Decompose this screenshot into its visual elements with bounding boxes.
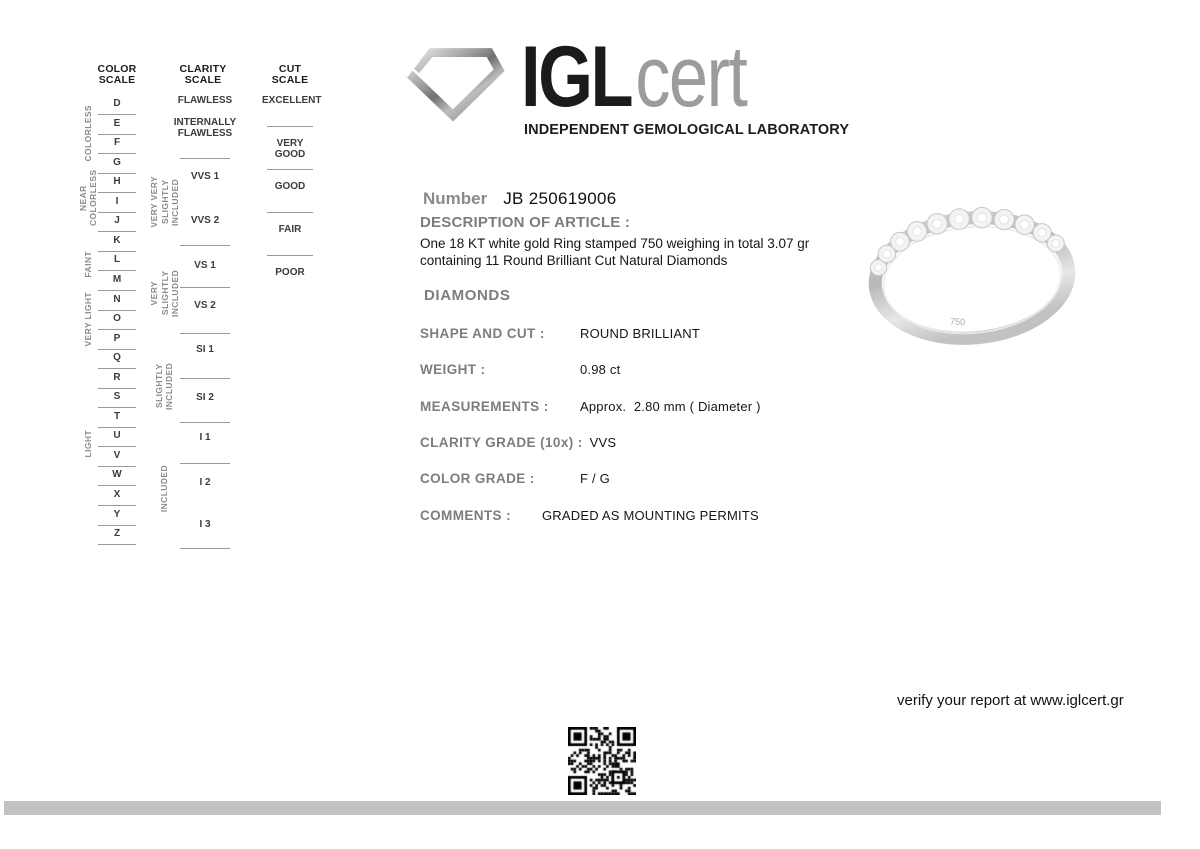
- clarity-grade-item: I 1: [199, 432, 211, 443]
- field-value: F / G: [580, 471, 610, 486]
- diamond-stone-highlight: [932, 219, 942, 229]
- color-grade-letter: F: [98, 135, 136, 154]
- color-group-label: [80, 106, 96, 160]
- diamond-stone-highlight: [875, 264, 883, 272]
- color-grade-letter: T: [98, 409, 136, 428]
- bottom-gray-bar: [4, 801, 1161, 815]
- clarity-grade-item: I 3: [199, 519, 211, 530]
- clarity-grade-item: SI 2: [196, 392, 214, 403]
- color-group-text: VERY LIGHT: [83, 291, 93, 347]
- clarity-group-text: INCLUDED: [159, 465, 169, 513]
- color-grade-letter: Y: [98, 507, 136, 526]
- report-number-label: Number: [423, 189, 488, 208]
- color-group-label: [80, 247, 96, 281]
- description-line: One 18 KT white gold Ring stamped 750 weighing in total 3.07 gr: [420, 236, 810, 251]
- clarity-grade-item: VS 1: [194, 260, 216, 271]
- field-weight: [420, 362, 620, 377]
- cut-grade-item: FAIR: [278, 224, 302, 235]
- clarity-scale-title: CLARITY SCALE: [179, 63, 227, 86]
- color-grade-letter: U: [98, 428, 136, 447]
- color-grade-letter: P: [98, 331, 136, 350]
- field-value: 0.98 ct: [580, 362, 621, 377]
- cut-scale-title: CUT SCALE: [271, 63, 309, 86]
- color-grade-letter: D: [98, 96, 136, 115]
- diamonds-section-title: DIAMONDS: [424, 287, 511, 304]
- clarity-grade-item: I 2: [199, 477, 211, 488]
- color-group-label: [80, 164, 96, 232]
- clarity-group-label: [153, 344, 175, 428]
- ring-photo: [860, 186, 1088, 354]
- color-grade-letter: Q: [98, 350, 136, 369]
- diamond-stone-highlight: [999, 215, 1009, 225]
- color-grade-letter: L: [98, 252, 136, 271]
- color-scale-title: COLOR SCALE: [97, 63, 137, 86]
- cut-grade-item: POOR: [275, 267, 305, 278]
- color-group-label: [80, 419, 96, 469]
- color-group-text: NEAR COLORLESS: [78, 169, 98, 227]
- clarity-grade-item: INTERNALLY FLAWLESS: [173, 117, 237, 139]
- logo-igl-text: IGL: [521, 29, 632, 125]
- cut-grade-item: EXCELLENT: [262, 95, 322, 106]
- clarity-divider-line: [180, 548, 230, 549]
- field-value: ROUND BRILLIANT: [580, 326, 701, 341]
- field-value: GRADED AS MOUNTING PERMITS: [542, 508, 759, 523]
- field-label: COMMENTS :: [420, 508, 511, 523]
- color-grade-letter: S: [98, 389, 136, 408]
- field-clarity-grade: [420, 435, 616, 450]
- clarity-grade-item: VS 2: [194, 300, 216, 311]
- clarity-group-label: [148, 253, 180, 333]
- report-number-value: JB 250619006: [503, 189, 617, 208]
- field-value: Approx. 2.80 mm ( Diameter ): [580, 399, 761, 414]
- cut-grade-item: GOOD: [274, 181, 306, 192]
- diamond-stone-highlight: [1038, 228, 1047, 237]
- diamond-stone-highlight: [1052, 239, 1060, 247]
- clarity-grade-item: FLAWLESS: [177, 95, 233, 106]
- clarity-divider-line: [180, 378, 230, 379]
- color-grade-letter: R: [98, 370, 136, 389]
- clarity-group-text: VERY: [148, 280, 159, 306]
- clarity-divider-line: [180, 333, 230, 334]
- field-label: MEASUREMENTS :: [420, 399, 549, 414]
- clarity-group-label: [153, 461, 175, 517]
- field-comments: [420, 508, 759, 523]
- color-group-text: FAINT: [83, 250, 93, 278]
- description-text: [420, 235, 809, 269]
- color-grade-letter: N: [98, 292, 136, 311]
- color-grade-letter: W: [98, 467, 136, 486]
- field-label: SHAPE AND CUT :: [420, 326, 545, 341]
- color-group-label: [80, 287, 96, 351]
- diamond-stone-highlight: [912, 227, 922, 237]
- field-value: VVS: [589, 435, 617, 450]
- color-grade-letter: O: [98, 311, 136, 330]
- clarity-group-text: SLIGHTLY INCLUDED: [159, 178, 180, 226]
- diamond-stone-highlight: [895, 237, 904, 246]
- diamond-logo-icon: [398, 44, 506, 122]
- color-grade-letter: E: [98, 116, 136, 135]
- clarity-divider-line: [180, 422, 230, 423]
- field-measurements: [420, 399, 761, 414]
- diamond-stone-highlight: [954, 214, 964, 224]
- color-group-text: LIGHT: [83, 430, 93, 458]
- clarity-grade-item: SI 1: [196, 344, 214, 355]
- color-grade-letter: J: [98, 213, 136, 232]
- color-grade-letter: M: [98, 272, 136, 291]
- clarity-divider-line: [180, 158, 230, 159]
- diamond-stone-highlight: [883, 250, 892, 259]
- clarity-divider-line: [180, 463, 230, 464]
- diamond-stone-highlight: [977, 213, 987, 223]
- field-shape-and-cut: [420, 326, 700, 341]
- description-line: containing 11 Round Brilliant Cut Natural Diamonds: [420, 253, 728, 268]
- color-grade-letter: G: [98, 155, 136, 174]
- color-grade-letter: X: [98, 487, 136, 506]
- field-color-grade: [420, 471, 610, 486]
- color-group-text: COLORLESS: [83, 104, 93, 162]
- ring-stamp-text: 750: [949, 316, 966, 328]
- logo-cert-text: cert: [635, 29, 747, 125]
- color-grade-letter: K: [98, 233, 136, 252]
- color-grade-letter: Z: [98, 526, 136, 545]
- logo-subtitle: INDEPENDENT GEMOLOGICAL LABORATORY: [524, 122, 850, 138]
- verify-report-text: verify your report at www.iglcert.gr: [897, 692, 1124, 709]
- description-heading: DESCRIPTION OF ARTICLE :: [420, 214, 631, 231]
- diamond-stone-highlight: [1020, 220, 1029, 229]
- field-label: WEIGHT :: [420, 362, 486, 377]
- clarity-grade-item: VVS 2: [190, 215, 220, 226]
- cut-divider-line: [267, 255, 313, 256]
- clarity-divider-line: [180, 245, 230, 246]
- clarity-group-text: VERY VERY: [148, 176, 159, 228]
- clarity-grade-item: VVS 1: [190, 171, 220, 182]
- clarity-group-label: [148, 162, 180, 242]
- color-grade-letter: I: [98, 194, 136, 213]
- clarity-group-text: SLIGHTLY INCLUDED: [159, 269, 180, 317]
- qr-code: [568, 727, 636, 795]
- cut-grade-item: VERY GOOD: [274, 138, 306, 160]
- cut-divider-line: [267, 126, 313, 127]
- clarity-divider-line: [180, 287, 230, 288]
- field-label: COLOR GRADE :: [420, 471, 535, 486]
- logo-wordmark: [521, 29, 747, 125]
- clarity-group-text: SLIGHTLY INCLUDED: [154, 362, 174, 410]
- ring-diamonds: [866, 200, 1066, 276]
- color-grade-letter: H: [98, 174, 136, 193]
- color-grade-letter: V: [98, 448, 136, 467]
- report-number-row: [423, 189, 617, 209]
- cut-divider-line: [267, 212, 313, 213]
- field-label: CLARITY GRADE (10x) :: [420, 435, 583, 450]
- cut-divider-line: [267, 169, 313, 170]
